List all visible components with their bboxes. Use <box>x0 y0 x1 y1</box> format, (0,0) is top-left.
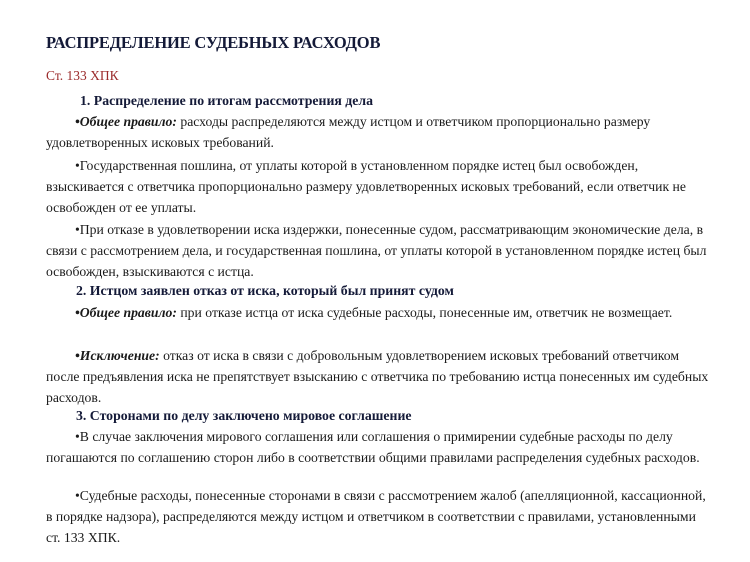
section-heading-1: 1. Распределение по итогам рассмотрения дела <box>80 93 374 108</box>
section-heading-3: 3. Сторонами по делу заключено мировое соглашение <box>76 408 412 423</box>
paragraph-text: •В случае заключения мирового соглашения или соглашения о примирении судебные расходы по делу погашаются по соглашению сторон либо в соответствии общими правилами распределения судебных расходов. <box>46 429 700 465</box>
paragraph <box>46 302 710 323</box>
paragraph <box>46 426 710 468</box>
paragraph-text: расходы распределяются между истцом и ответчиком пропорционально размеру удовлетворенных исковых требований. <box>46 114 651 150</box>
paragraph <box>46 155 710 218</box>
paragraph <box>46 219 710 282</box>
paragraph-text: отказ от иска в связи с добровольным удовлетворением исковых требований ответчиком после предъявления иска не препятствует взысканию с ответчика по требованию истца понесенных им судебных расходов. <box>46 348 709 405</box>
section-heading-2: 2. Истцом заявлен отказ от иска, который был принят судом <box>76 283 454 298</box>
paragraph-lead: •Исключение: <box>75 348 160 363</box>
paragraph <box>46 485 710 548</box>
paragraph-text: при отказе истца от иска судебные расходы, понесенные им, ответчик не возмещает. <box>176 305 673 320</box>
paragraph-lead: •Общее правило: <box>75 305 177 320</box>
paragraph-lead: •Общее правило: <box>75 114 177 129</box>
paragraph <box>46 345 710 408</box>
page-title: РАСПРЕДЕЛЕНИЕ СУДЕБНЫХ РАСХОДОВ <box>46 33 381 52</box>
article-reference: Ст. 133 ХПК <box>46 68 119 83</box>
paragraph-text: •Государственная пошлина, от уплаты которой в установленном порядке истец был освобожден, взыскивается с ответчика пропорционально размеру удовлетворенных исковых требований, если ответчик не освобожден от ее уплаты. <box>46 158 686 215</box>
paragraph-text: •При отказе в удовлетворении иска издержки, понесенные судом, рассматривающим экономические дела, в связи с рассмотрением дела, и государственная пошлина, от уплаты которой в установленном порядке истец был освобожден, взыскиваются с истца. <box>46 222 707 279</box>
paragraph <box>46 111 710 153</box>
paragraph-text: •Судебные расходы, понесенные сторонами в связи с рассмотрением жалоб (апелляционной, кассационной, в порядке надзора), распределяются между истцом и ответчиком в соответствии с правилами, установленными ст. 133 ХПК. <box>46 488 706 545</box>
